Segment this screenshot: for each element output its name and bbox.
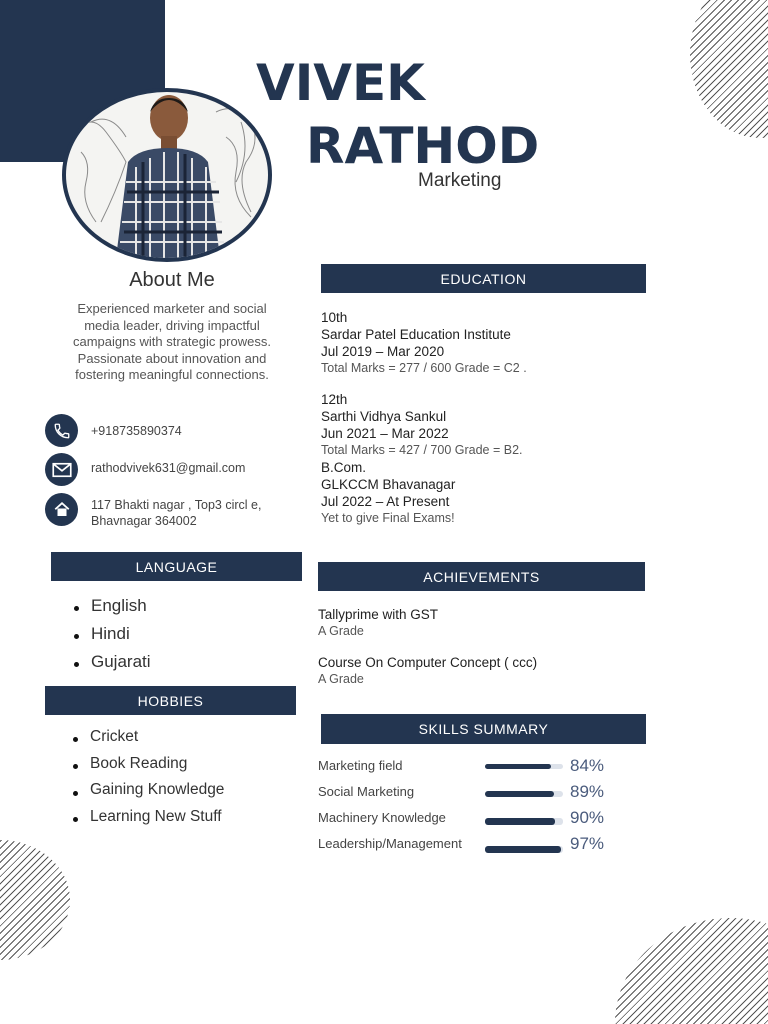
address-line: 117 Bhakti nagar , Top3 circl e, <box>91 498 262 512</box>
skill-bar-fill <box>485 818 555 825</box>
phone-number[interactable]: +918735890374 <box>91 424 182 438</box>
list-item: Gujarati <box>74 650 151 678</box>
skill-bar-fill <box>485 846 561 853</box>
skill-bar-track <box>485 791 563 797</box>
skill-label: Marketing field <box>318 758 403 773</box>
home-icon <box>45 493 78 526</box>
education-heading: EDUCATION <box>321 264 646 293</box>
skill-bar-fill <box>485 764 551 769</box>
skill-bar-track <box>485 764 563 769</box>
skill-bar-track <box>485 846 563 853</box>
job-role: Marketing <box>418 170 502 191</box>
skill-percent: 84% <box>570 756 605 775</box>
language-heading: LANGUAGE <box>51 552 302 581</box>
list-item: Hindi <box>74 622 151 650</box>
address-line: Bhavnagar 364002 <box>91 514 197 528</box>
education-result: Total Marks = 427 / 700 Grade = B2. <box>321 443 523 457</box>
education-level: 12th <box>321 392 348 407</box>
skill-percent: 97% <box>570 834 605 853</box>
skill-label: Leadership/Management <box>318 836 462 851</box>
list-item: Book Reading <box>73 753 224 780</box>
about-title: About Me <box>129 269 215 291</box>
skill-row <box>318 834 618 860</box>
skill-percent: 90% <box>570 808 605 827</box>
first-name: VIVEK <box>256 54 425 112</box>
list-item: Cricket <box>73 726 224 753</box>
email-address[interactable]: rathodvivek631@gmail.com <box>91 461 246 475</box>
about-text: Experienced marketer and social media leader, driving impactful campaigns with strategic prowess. Passionate about innovation and fostering meaningful connections. <box>73 301 271 383</box>
achievement-grade: A Grade <box>318 672 364 686</box>
list-item: English <box>74 594 151 622</box>
list-item: Learning New Stuff <box>73 806 224 833</box>
hatched-circle-decoration <box>0 840 70 960</box>
hatched-circle-decoration <box>690 0 768 138</box>
education-school: Sardar Patel Education Institute <box>321 327 511 342</box>
education-level: 10th <box>321 310 348 325</box>
postal-address <box>91 497 291 529</box>
hobbies-list <box>73 726 224 833</box>
language-list <box>74 594 151 678</box>
last-name: RATHOD <box>306 117 540 175</box>
skill-row <box>318 782 618 808</box>
achievement-title: Tallyprime with GST <box>318 607 439 622</box>
education-level: B.Com. <box>321 460 367 475</box>
skill-row <box>318 808 618 834</box>
education-period: Jul 2022 – At Present <box>321 494 450 509</box>
skill-label: Social Marketing <box>318 784 415 799</box>
hatched-circle-decoration <box>615 918 768 1024</box>
skill-percent: 89% <box>570 782 605 801</box>
education-period: Jul 2019 – Mar 2020 <box>321 344 445 359</box>
hobbies-heading: HOBBIES <box>45 686 296 715</box>
skills-heading: SKILLS SUMMARY <box>321 714 646 744</box>
education-result: Total Marks = 277 / 600 Grade = C2 . <box>321 361 527 375</box>
skill-label: Machinery Knowledge <box>318 810 446 825</box>
achievements-heading: ACHIEVEMENTS <box>318 562 645 591</box>
education-school: GLKCCM Bhavanagar <box>321 477 456 492</box>
list-item: Gaining Knowledge <box>73 779 224 806</box>
profile-photo <box>62 88 272 262</box>
achievements-section <box>318 606 648 688</box>
achievement-grade: A Grade <box>318 624 364 638</box>
skill-row <box>318 756 618 782</box>
email-icon <box>45 453 78 486</box>
education-result: Yet to give Final Exams! <box>321 511 455 525</box>
skill-bar-fill <box>485 791 554 797</box>
education-period: Jun 2021 – Mar 2022 <box>321 426 449 441</box>
education-school: Sarthi Vidhya Sankul <box>321 409 447 424</box>
phone-icon <box>45 414 78 447</box>
skills-list <box>318 756 618 860</box>
achievement-title: Course On Computer Concept ( ccc) <box>318 655 538 670</box>
education-section <box>321 309 651 527</box>
skill-bar-track <box>485 818 563 825</box>
